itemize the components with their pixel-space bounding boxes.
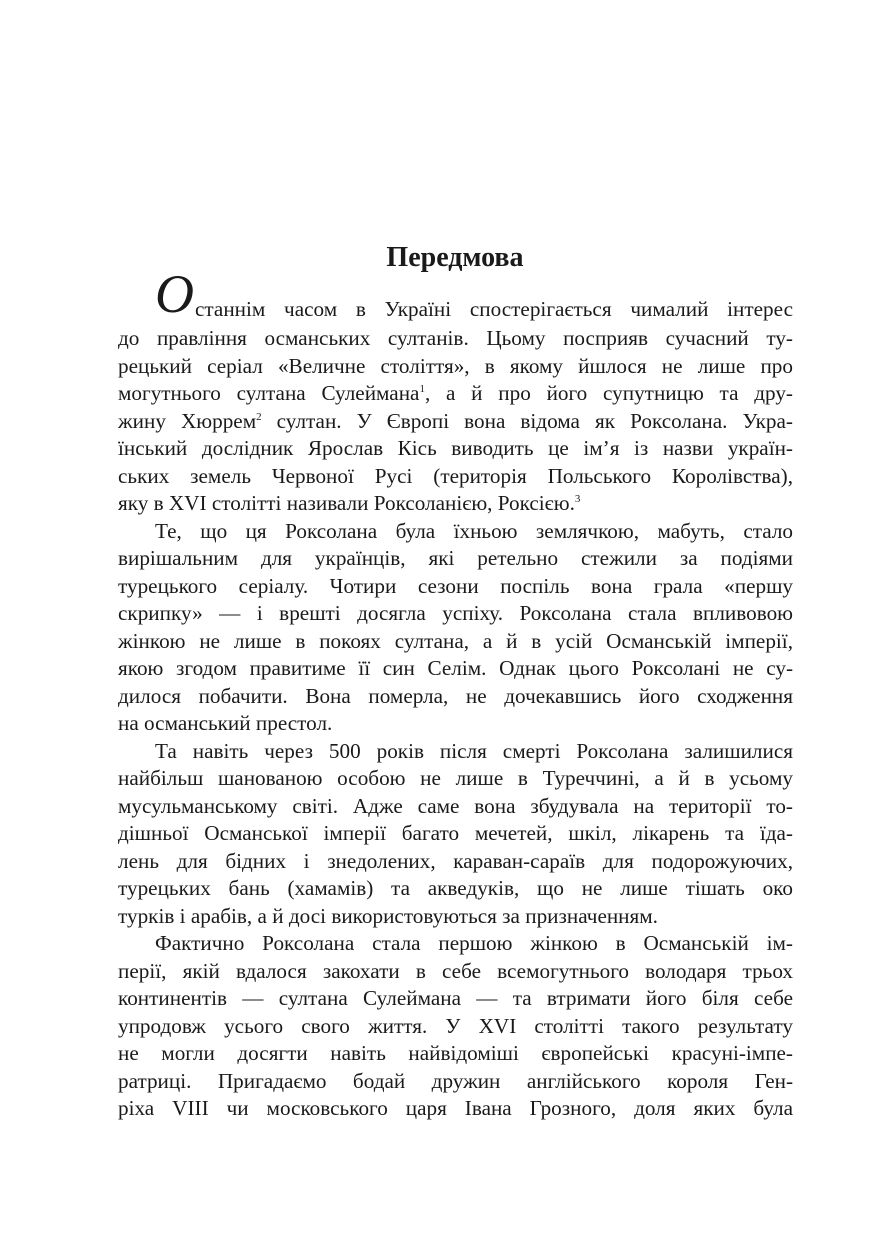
page-title: Передмова: [386, 242, 524, 273]
text-line: на османський престол.: [118, 711, 333, 735]
body-text: [118, 264, 793, 1123]
footnote-mark[interactable]: 3: [574, 493, 581, 505]
drop-cap: О: [155, 264, 194, 324]
text-line: рецький серіал «Величне століття», в якому йшлося не лише про: [118, 353, 793, 378]
text-line: ських земель Червоної Русі (територія Польського Королівства),: [118, 463, 793, 488]
text-line: ратриці. Пригадаємо бодай дружин англійського короля Ген-: [118, 1068, 793, 1093]
footnote-mark[interactable]: 2: [256, 410, 262, 423]
text-line: турецьких бань (хамамів) та акведуків, що не лише тішать око: [118, 876, 793, 900]
text-line: до правління османських султанів. Цьому посприяв сучасний ту-: [118, 326, 793, 350]
text-line: мусульманському світі. Адже саме вона збудувала на території то-: [118, 793, 793, 818]
text-line: жінкою не лише в покоях султана, а й в усій Османській імперії,: [118, 628, 793, 653]
text-line: якою згодом правитиме її син Селім. Однак цього Роксолані не су-: [118, 656, 793, 680]
text-line: турецького серіалу. Чотири сезони поспіль вона грала «першу: [118, 573, 793, 598]
text-segment: , а й про його супутницю та дру-: [424, 381, 793, 405]
text-line: Фактично Роксолана стала першою жінкою в Османській ім-: [155, 931, 793, 955]
text-line: найбільш шанованою особою не лише в Туреччині, а й в усьому: [118, 766, 793, 790]
text-line: дішньої Османської імперії багато мечетей, шкіл, лікарень та їда-: [118, 821, 793, 845]
text-segment: Європі вона відома як Роксолана. Укра-: [386, 408, 793, 433]
text-line: їнський дослідник Ярослав Кісь виводить це ім’я із назви україн-: [118, 436, 793, 460]
text-segment: жину Хюррем: [118, 408, 257, 433]
paragraph-1-line-1: [118, 264, 793, 325]
text-line: вирішальним для українців, які ретельно стежили за подіями: [118, 546, 793, 570]
text-line-with-footnote: [118, 408, 793, 436]
text-line: станнім часом в Україні спостерігається чималий інтерес: [195, 297, 793, 321]
text-line: упродовж усього свого життя. У XVI столітті такого результату: [118, 1013, 793, 1038]
text-line-with-footnote: [118, 380, 793, 408]
text-line: турків і арабів, а й досі використовуються за призначенням.: [118, 903, 658, 928]
text-line: не могли досягти навіть найвідоміші європейські красуні-імпе-: [118, 1041, 793, 1065]
text-line-with-footnote: [118, 490, 793, 518]
text-line: ріха VIII чи московського царя Івана Грозного, доля яких була: [118, 1096, 793, 1120]
text-line: Те, що ця Роксолана була їхньою землячкою, мабуть, стало: [155, 518, 793, 543]
text-line: скрипку» — і врешті досягла успіху. Роксолана стала впливовою: [118, 601, 793, 625]
text-line: континентів — султана Сулеймана — та втримати його біля себе: [118, 986, 793, 1010]
text-segment: султан. У: [261, 408, 387, 433]
text-segment: яку в XVI столітті називали Роксоланією, Роксією.: [118, 491, 575, 515]
text-line: лень для бідних і знедолених, караван-сараїв для подорожуючих,: [118, 848, 793, 873]
text-line: дилося побачити. Вона померла, не дочекавшись його сходження: [118, 683, 793, 708]
footnote-mark[interactable]: 1: [419, 383, 425, 395]
text-line: Та навіть через 500 років після смерті Роксолана залишилися: [155, 738, 793, 763]
text-segment: могутнього султана Сулеймана: [118, 381, 420, 405]
text-line: перії, якій вдалося закохати в себе всемогутнього володаря трьох: [118, 958, 793, 983]
